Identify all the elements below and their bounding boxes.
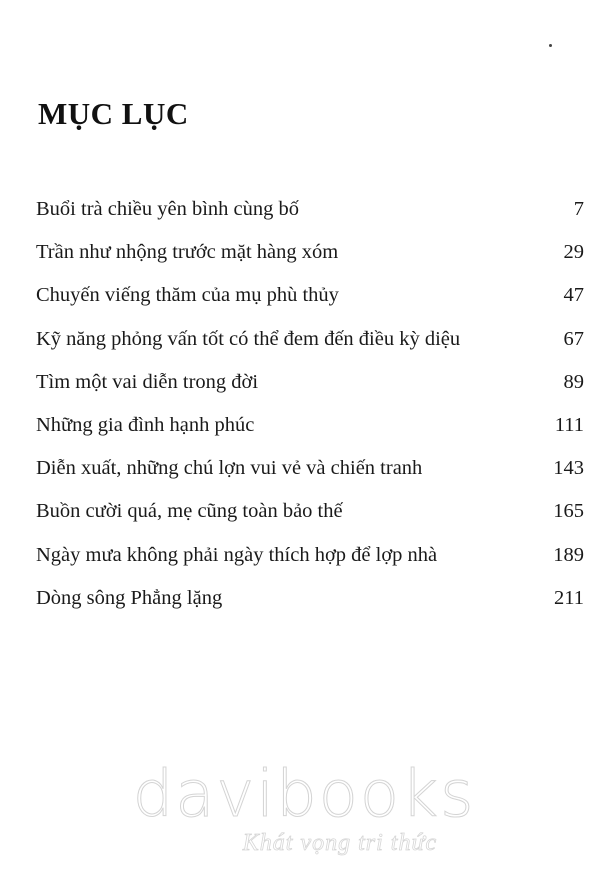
toc-entry[interactable] xyxy=(36,371,584,414)
toc-entry[interactable] xyxy=(36,241,584,284)
toc-entry-title: Kỹ năng phỏng vấn tốt có thể đem đến điều kỳ diệu xyxy=(36,327,461,350)
toc-entry[interactable] xyxy=(36,328,584,371)
table-of-contents xyxy=(36,198,584,630)
toc-entry[interactable] xyxy=(36,284,584,327)
toc-entry-page: 143 xyxy=(553,457,584,480)
toc-entry-page: 89 xyxy=(563,370,584,393)
toc-entry[interactable] xyxy=(36,500,584,543)
stray-dot-mark xyxy=(549,44,552,47)
toc-entry-page: 7 xyxy=(573,198,584,220)
toc-entry-title: Dòng sông Phẳng lặng xyxy=(36,586,223,609)
toc-entry-page: 165 xyxy=(553,500,584,523)
toc-entry[interactable] xyxy=(36,587,584,630)
toc-entry-title: Trần như nhộng trước mặt hàng xóm xyxy=(36,241,339,264)
toc-entry-title: Những gia đình hạnh phúc xyxy=(36,413,255,436)
toc-entry-title: Buồn cười quá, mẹ cũng toàn bảo thế xyxy=(36,500,343,523)
watermark-logo: davibooks xyxy=(132,758,476,832)
toc-entry-page: 211 xyxy=(554,586,584,609)
toc-entry[interactable] xyxy=(36,457,584,500)
toc-entry-page: 111 xyxy=(554,413,584,436)
toc-entry-page: 67 xyxy=(563,327,584,350)
toc-entry[interactable] xyxy=(36,544,584,587)
toc-entry-title: Ngày mưa không phải ngày thích hợp để lợp nhà xyxy=(36,543,438,566)
page-title: MỤC LỤC xyxy=(38,96,189,131)
toc-entry-title: Chuyến viếng thăm của mụ phù thủy xyxy=(36,284,339,307)
toc-entry-page: 47 xyxy=(563,284,584,307)
toc-entry[interactable] xyxy=(36,198,584,241)
toc-entry-title: Tìm một vai diễn trong đời xyxy=(36,370,259,393)
toc-entry-page: 29 xyxy=(563,241,584,264)
toc-entry-page: 189 xyxy=(553,543,584,566)
watermark-slogan: Khát vọng tri thức xyxy=(242,830,438,856)
toc-entry-title: Diễn xuất, những chú lợn vui vẻ và chiến tranh xyxy=(36,457,423,480)
toc-entry-title: Buổi trà chiều yên bình cùng bố xyxy=(36,198,300,220)
toc-entry[interactable] xyxy=(36,414,584,457)
